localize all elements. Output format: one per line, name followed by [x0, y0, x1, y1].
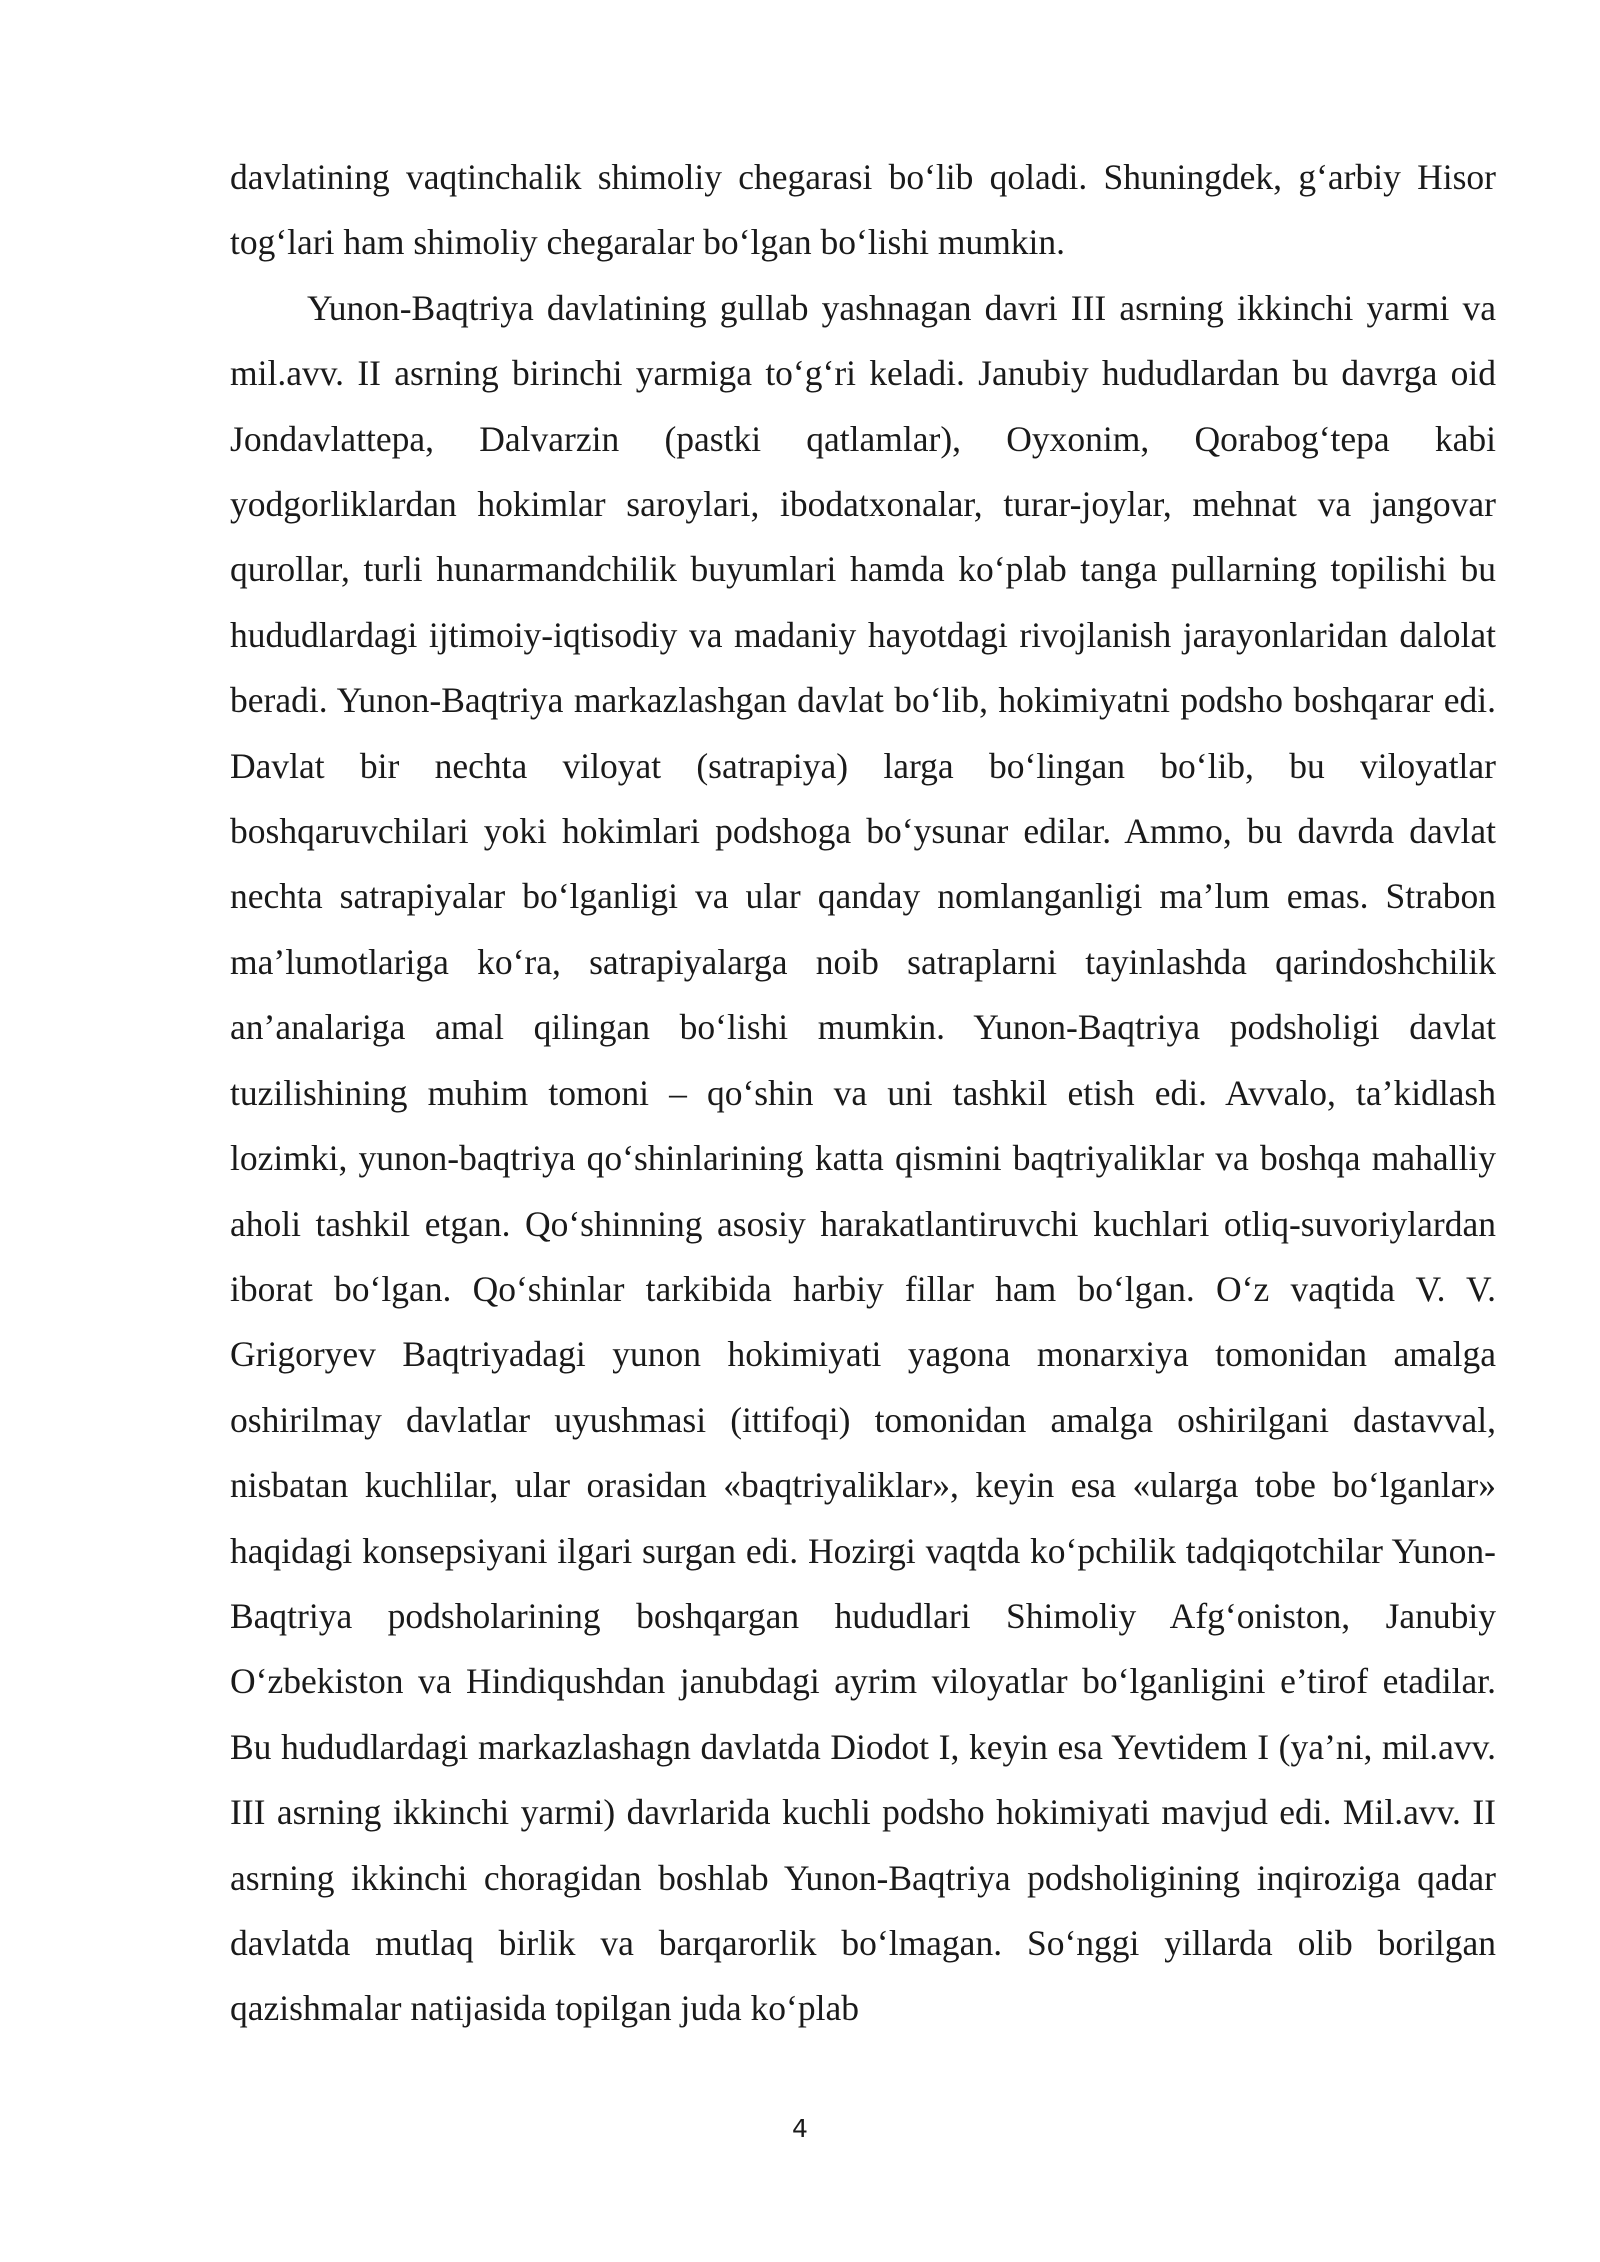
paragraph-yunon-baqtriya: Yunon-Baqtriya davlatining gullab yashnagan davri III asrning ikkinchi yarmi va mil.avv. II asrning birinchi yarmiga to‘g‘ri keladi. Janubiy hududlardan bu davrga oid Jondavlattepa, Dalvarzin (pastki qatlamlar), Oyxonim, Qorabog‘tepa kabi yodgorliklardan hokimlar saroylari, ibodatxonalar, turar-joylar, mehnat va jangovar qurollar, turli hunarmandchilik buyumlari hamda ko‘plab tanga pullarning topilishi bu hududlardagi ijtimoiy-iqtisodiy va madaniy hayotdagi rivojlanish jarayonlaridan dalolat beradi. Yunon-Baqtriya markazlashgan davlat bo‘lib, hokimiyatni podsho boshqarar edi. Davlat bir nechta viloyat (satrapiya) larga bo‘lingan bo‘lib, bu viloyatlar boshqaruvchilari yoki hokimlari podshoga bo‘ysunar edilar. Ammo, bu davrda davlat nechta satrapiyalar bo‘lganligi va ular qanday nomlanganligi ma’lum emas. Strabon ma’lumotlariga ko‘ra, satrapiyalarga noib satraplarni tayinlashda qarindoshchilik an’analariga amal qilingan bo‘lishi mumkin. Yunon-Baqtriya podsholigi davlat tuzilishining muhim tomoni – qo‘shin va uni tashkil etish edi. Avvalo, ta’kidlash lozimki, yunon-baqtriya qo‘shinlarining katta qismini baqtriyaliklar va boshqa mahalliy aholi tashkil etgan. Qo‘shinning asosiy harakatlantiruvchi kuchlari otliq-suvoriylardan iborat bo‘lgan. Qo‘shinlar tarkibida harbiy fillar ham bo‘lgan. O‘z vaqtida V. V. Grigoryev Baqtriyadagi yunon hokimiyati yagona monarxiya tomonidan amalga oshirilmay davlatlar uyushmasi (ittifoqi) tomonidan amalga oshirilgani dastavval, nisbatan kuchlilar, ular orasidan «baqtriyaliklar», keyin esa «ularga tobe bo‘lganlar» haqidagi konsepsiyani ilgari surgan edi. Hozirgi vaqtda ko‘pchilik tadqiqotchilar Yunon-Baqtriya podsholarining boshqargan hududlari Shimoliy Afg‘oniston, Janubiy O‘zbekiston va Hindiqushdan janubdagi ayrim viloyatlar bo‘lganligini e’tirof etadilar. Bu hududlardagi markazlashagn davlatda Diodot I, keyin esa Yevtidem I (ya’ni, mil.avv. III asrning ikkinchi yarmi) davrlarida kuchli podsho hokimiyati mavjud edi. Mil.avv. II asrning ikkinchi choragidan boshlab Yunon-Baqtriya podsholigining inqiroziga qadar davlatda mutlaq birlik va barqarorlik bo‘lmagan. So‘nggi yillarda olib borilgan qazishmalar natijasida topilgan juda ko‘plab	[230, 287, 1496, 2029]
body-text	[230, 145, 1496, 2042]
page-number: 4	[792, 2114, 808, 2143]
paragraph-continuation: davlatining vaqtinchalik shimoliy chegarasi bo‘lib qoladi. Shuningdek, g‘arbiy Hisor tog‘lari ham shimoliy chegaralar bo‘lgan bo‘lishi mumkin.	[230, 157, 1496, 263]
